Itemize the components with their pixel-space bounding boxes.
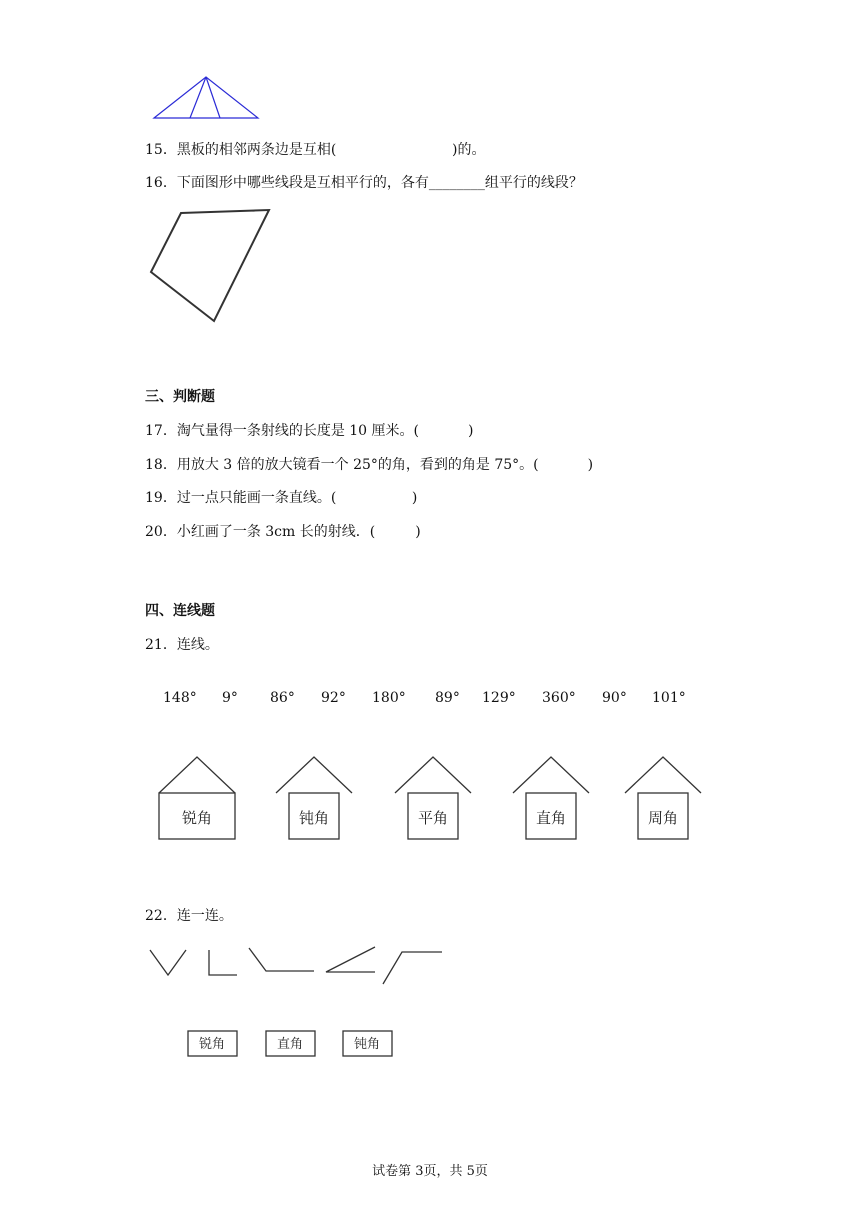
house-obtuse[interactable] (275, 755, 355, 841)
house-round[interactable] (624, 755, 704, 841)
question-21: 21．连线。 (145, 637, 219, 653)
house-acute[interactable] (158, 755, 238, 841)
house-label: 周角 (647, 809, 679, 827)
section-match-heading: 四、连线题 (145, 603, 215, 619)
house-straight[interactable] (394, 755, 474, 841)
question-16: 16．下面图形中哪些线段是互相平行的，各有________组平行的线段？ (145, 175, 583, 191)
house-right[interactable] (512, 755, 592, 841)
box-obtuse[interactable] (342, 1030, 394, 1058)
degree-value[interactable]: 360° (542, 690, 576, 706)
degree-value[interactable]: 148° (163, 690, 197, 706)
degree-value[interactable]: 129° (482, 690, 516, 706)
box-label: 直角 (276, 1037, 304, 1052)
degree-value[interactable]: 9° (222, 690, 238, 706)
box-acute[interactable] (187, 1030, 239, 1058)
angle-acute-v (150, 950, 186, 975)
angle-obtuse-open (383, 952, 442, 984)
quadrilateral-figure (148, 208, 273, 324)
angle-figures (148, 944, 448, 986)
house-label: 锐角 (181, 809, 213, 827)
triangle-figure (150, 74, 265, 122)
question-20: 20．小红画了一条 3cm 长的射线．( ) (145, 524, 421, 540)
degree-value[interactable]: 89° (435, 690, 460, 706)
degree-value[interactable]: 92° (321, 690, 346, 706)
angle-obtuse-flat (249, 948, 314, 971)
degree-value[interactable]: 101° (652, 690, 686, 706)
degree-value[interactable]: 180° (372, 690, 406, 706)
degree-value[interactable]: 86° (270, 690, 295, 706)
box-label: 锐角 (198, 1037, 226, 1052)
section-judge-heading: 三、判断题 (145, 389, 215, 405)
box-right[interactable] (265, 1030, 317, 1058)
question-15: 15．黑板的相邻两条边是互相( )的。 (145, 142, 486, 158)
house-label: 平角 (417, 809, 449, 827)
question-18: 18．用放大 3 倍的放大镜看一个 25°的角，看到的角是 75°。( ) (145, 457, 594, 473)
page-footer: 试卷第 3页，共 5页 (372, 1164, 488, 1179)
degree-value[interactable]: 90° (602, 690, 627, 706)
house-label: 钝角 (298, 809, 330, 827)
angle-acute-narrow (326, 947, 375, 972)
question-17: 17．淘气量得一条射线的长度是 10 厘米。( ) (145, 423, 474, 439)
question-19: 19．过一点只能画一条直线。( ) (145, 490, 418, 506)
house-label: 直角 (535, 809, 567, 827)
angle-right (209, 950, 237, 975)
question-22: 22．连一连。 (145, 908, 233, 924)
box-label: 钝角 (353, 1037, 381, 1052)
